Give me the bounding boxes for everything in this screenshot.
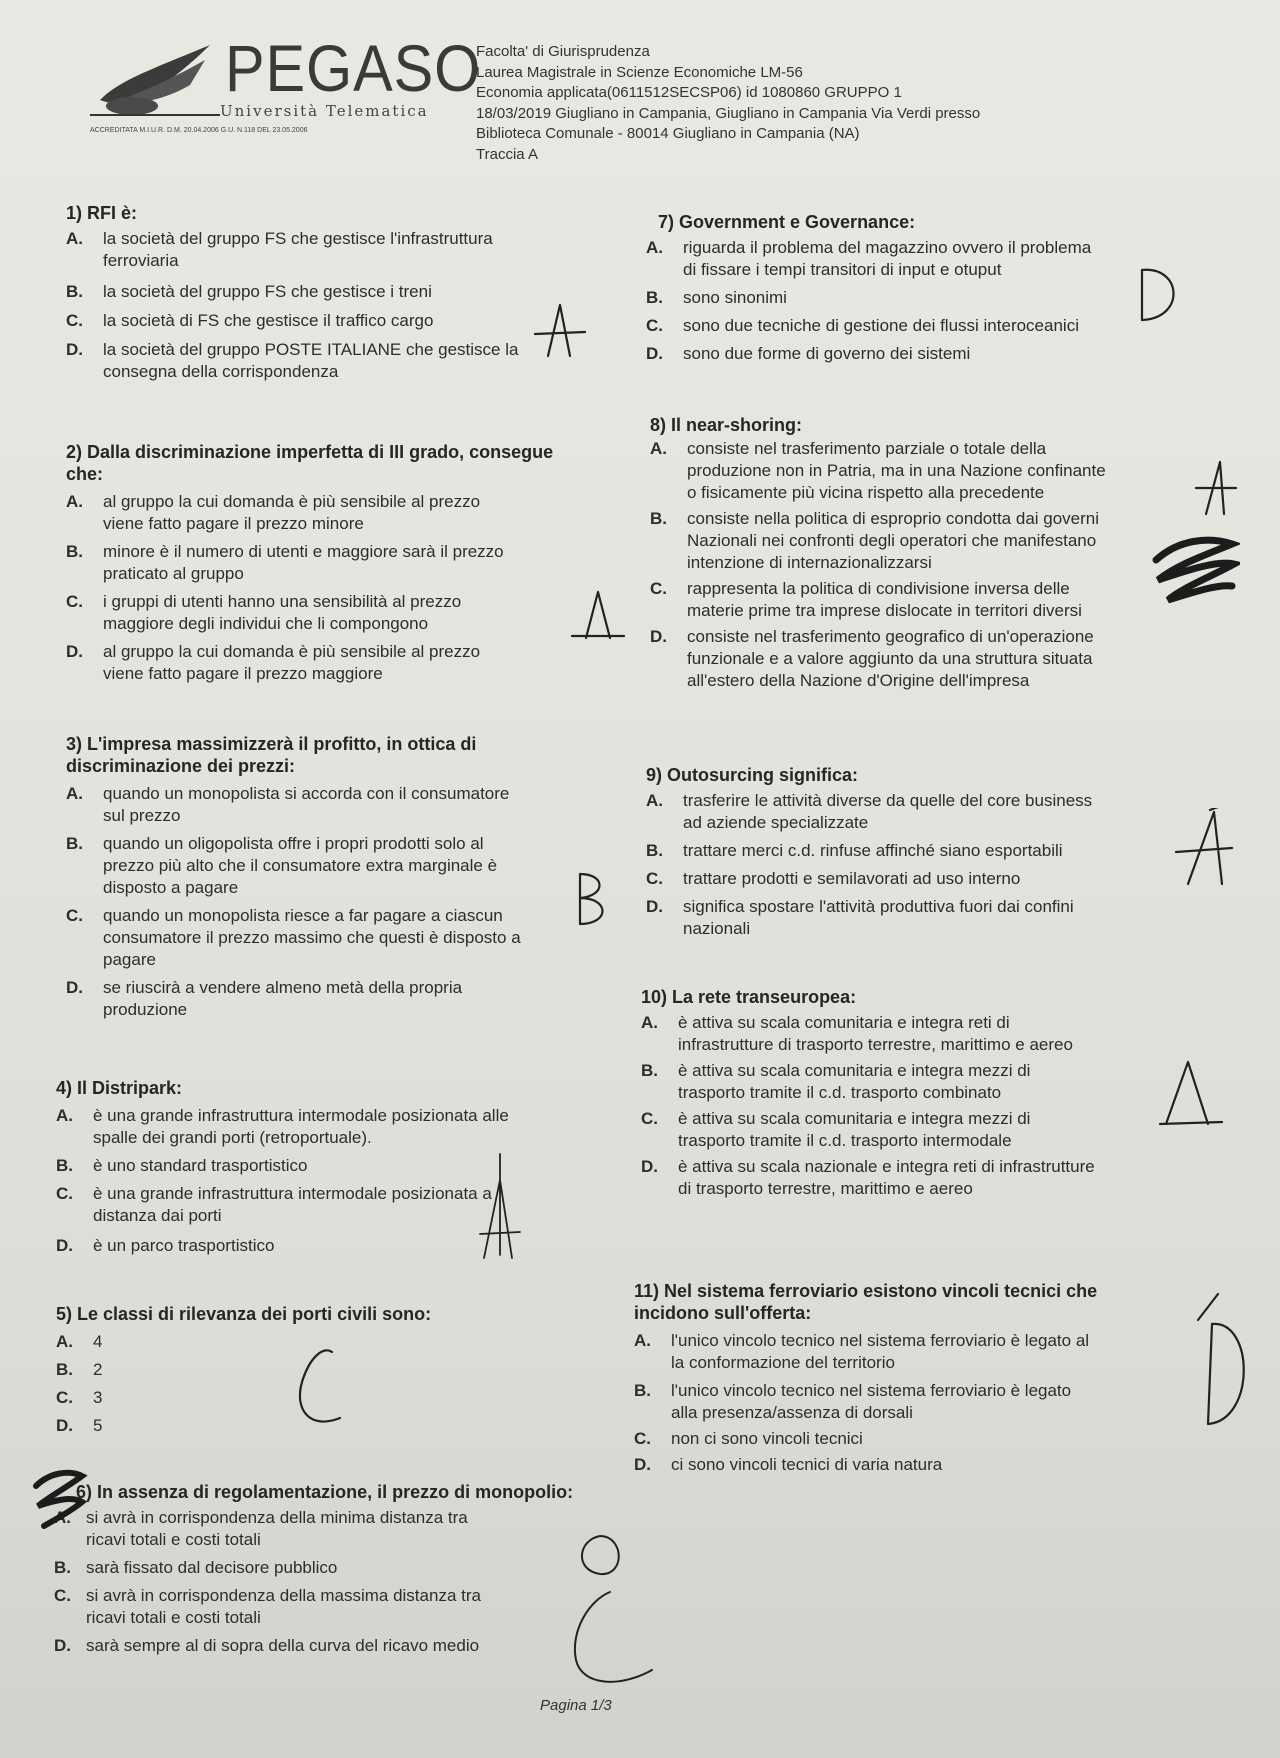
scribble-mark (30, 1466, 88, 1530)
option-a: A. al gruppo la cui domanda è più sensibile al prezzo viene fatto pagare il prezzo minore (66, 492, 481, 533)
question-3 (66, 733, 646, 1021)
option-b: B. minore è il numero di utenti e maggiore sarà il prezzo praticato al gruppo (66, 542, 504, 583)
option-c: C. la società di FS che gestisce il traffico cargo (66, 311, 434, 330)
option-a: A. consiste nel trasferimento parziale o totale della produzione non in Patria, ma in una Nazione confinante o fisicamente più vicina rispetto alla precedente (650, 439, 1106, 502)
question-title: 9) Outosurcing significa: (646, 765, 859, 785)
option-a: A. è attiva su scala comunitaria e integra reti di infrastrutture di trasporto terrestre, marittimo e aereo (641, 1013, 1073, 1054)
option-c: C. è una grande infrastruttura intermodale posizionata a distanza dai porti (56, 1184, 492, 1225)
question-title: 4) Il Distripark: (56, 1078, 183, 1098)
option-a: A. si avrà in corrispondenza della minima distanza tra ricavi totali e costi totali (54, 1508, 468, 1549)
question-10 (641, 986, 1241, 1200)
option-a: A. l'unico vincolo tecnico nel sistema ferroviario è legato al la conformazione del territorio (634, 1331, 1090, 1372)
option-a: A. è una grande infrastruttura intermodale posizionata alle spalle dei grandi porti (retroportuale). (56, 1106, 509, 1147)
question-4 (56, 1077, 636, 1257)
page-number: Pagina 1/3 (540, 1697, 612, 1714)
logo-wordmark: PEGASO (225, 31, 482, 105)
option-c: C. 3 (56, 1388, 103, 1407)
option-b: B. 2 (56, 1360, 103, 1379)
question-9 (646, 764, 1246, 940)
option-c: C. trattare prodotti e semilavorati ad uso interno (646, 869, 1021, 888)
header-line: 18/03/2019 Giugliano in Campania, Giugliano in Campania Via Verdi presso (476, 104, 981, 122)
option-d: D. sarà sempre al di sopra della curva del ricavo medio (54, 1636, 480, 1655)
header-line: Facolta' di Giurisprudenza (476, 43, 650, 60)
handwritten-answer-q5 (280, 1344, 360, 1430)
header-line: Laurea Magistrale in Scienze Economiche LM-56 (476, 63, 803, 81)
handwritten-answer-q10 (1156, 1058, 1226, 1130)
option-a: A. 4 (56, 1332, 103, 1351)
option-c: C. si avrà in corrispondenza della massima distanza tra ricavi totali e costi totali (54, 1586, 481, 1627)
option-b: B. è attiva su scala comunitaria e integra mezzi di trasporto tramite il c.d. trasporto combinato (641, 1061, 1031, 1102)
option-b: B. quando un oligopolista offre i propri prodotti solo al prezzo più alto che il consumatore extra marginale è disposto a pagare (66, 834, 498, 897)
option-b: B. consiste nella politica di esproprio condotta dai governi Nazionali nei confronti degli operatori che manifestano intenzione di internazionalizzarsi (650, 509, 1100, 572)
option-a: A. quando un monopolista si accorda con il consumatore sul prezzo (66, 784, 510, 825)
scribble-mark (1148, 530, 1240, 608)
handwritten-answer-q3 (566, 870, 616, 928)
option-d: D. consiste nel trasferimento geografico di un'operazione funzionale e a valore aggiunto da una struttura situata all'estero della Nazione d'Origine dell'impresa (650, 627, 1094, 690)
option-a: A. riguarda il problema del magazzino ovvero il problema di fissare i tempi transitori di input e otuput (646, 238, 1092, 279)
option-b: B. è uno standard trasportistico (56, 1156, 308, 1175)
option-b: B. trattare merci c.d. rinfuse affinché siano esportabili (646, 841, 1063, 860)
wing-logo-icon (90, 40, 220, 120)
logo-subtitle: Università Telematica (220, 102, 429, 120)
option-c: C. rappresenta la politica di condivisione inversa delle materie prime tra imprese dislocate in territori diversi (650, 579, 1082, 620)
option-a: A. la società del gruppo FS che gestisce l'infrastruttura ferroviaria (66, 229, 493, 270)
header-line: Economia applicata(0611512SECSP06) id 1080860 GRUPPO 1 (476, 84, 902, 101)
question-6 (46, 1481, 626, 1657)
option-a: A. trasferire le attività diverse da quelle del core business ad aziende specializzate (646, 791, 1093, 832)
handwritten-answer-q11 (1178, 1290, 1258, 1436)
question-11 (634, 1280, 1234, 1476)
option-d: D. è attiva su scala nazionale e integra reti di infrastrutture di trasporto terrestre, marittimo e aereo (641, 1157, 1095, 1198)
question-title: 11) Nel sistema ferroviario esistono vincoli tecnici che incidono sull'offerta: (634, 1281, 1098, 1323)
header-line: Traccia A (476, 145, 538, 163)
pegaso-logo (90, 30, 482, 160)
handwritten-answer-q4 (470, 1150, 530, 1260)
handwritten-answer-q7 (1130, 262, 1190, 324)
option-d: D. 5 (56, 1416, 103, 1435)
option-c: C. è attiva su scala comunitaria e integra mezzi di trasporto tramite il c.d. trasporto intermodale (641, 1109, 1031, 1150)
option-d: D. significa spostare l'attività produttiva fuori dai confini nazionali (646, 897, 1074, 938)
option-c: C. sono due tecniche di gestione dei flussi interoceanici (646, 316, 1079, 335)
question-title: 7) Government e Governance: (658, 212, 916, 232)
option-b: B. sarà fissato dal decisore pubblico (54, 1558, 338, 1577)
question-title: 5) Le classi di rilevanza dei porti civili sono: (56, 1304, 432, 1324)
question-title: 1) RFI è: (66, 203, 138, 223)
header-line: Biblioteca Comunale - 80014 Giugliano in Campania (NA) (476, 125, 860, 142)
option-d: D. se riuscirà a vendere almeno metà della propria produzione (66, 978, 463, 1019)
option-b: B. l'unico vincolo tecnico nel sistema ferroviario è legato alla presenza/assenza di dorsali (634, 1381, 1072, 1422)
option-d: D. ci sono vincoli tecnici di varia natura (634, 1455, 943, 1474)
handwritten-answer-q2 (568, 588, 628, 644)
question-title: 2) Dalla discriminazione imperfetta di III grado, consegue che: (66, 442, 554, 484)
option-d: D. è un parco trasportistico (56, 1236, 275, 1255)
option-c: C. non ci sono vincoli tecnici (634, 1429, 863, 1448)
question-title: 8) Il near-shoring: (650, 415, 803, 435)
option-c: C. i gruppi di utenti hanno una sensibilità al prezzo maggiore degli individui che li compongono (66, 592, 462, 633)
handwritten-answer-q9 (1166, 808, 1236, 888)
option-d: D. sono due forme di governo dei sistemi (646, 344, 971, 363)
handwritten-answer-q6 (560, 1530, 670, 1690)
exam-header (476, 42, 1116, 165)
option-d: D. la società del gruppo POSTE ITALIANE che gestisce la consegna della corrispondenza (66, 340, 519, 381)
handwritten-answer-q8 (1190, 458, 1240, 518)
option-b: B. sono sinonimi (646, 288, 787, 307)
handwritten-answer-q1 (530, 300, 590, 360)
option-b: B. la società del gruppo FS che gestisce i treni (66, 282, 432, 301)
question-title: 10) La rete transeuropea: (641, 987, 857, 1007)
question-title: 6) In assenza di regolamentazione, il prezzo di monopolio: (76, 1482, 574, 1502)
question-2 (66, 441, 646, 685)
option-d: D. al gruppo la cui domanda è più sensibile al prezzo viene fatto pagare il prezzo maggiore (66, 642, 481, 683)
option-c: C. quando un monopolista riesce a far pagare a ciascun consumatore il prezzo massimo che questi è disposto a pagare (66, 906, 521, 969)
logo-accreditation: ACCREDITATA M.I.U.R. D.M. 20.04.2006 G.U. N.118 DEL 23.05.2006 (90, 127, 308, 134)
question-title: 3) L'impresa massimizzerà il profitto, in ottica di discriminazione dei prezzi: (66, 734, 477, 776)
